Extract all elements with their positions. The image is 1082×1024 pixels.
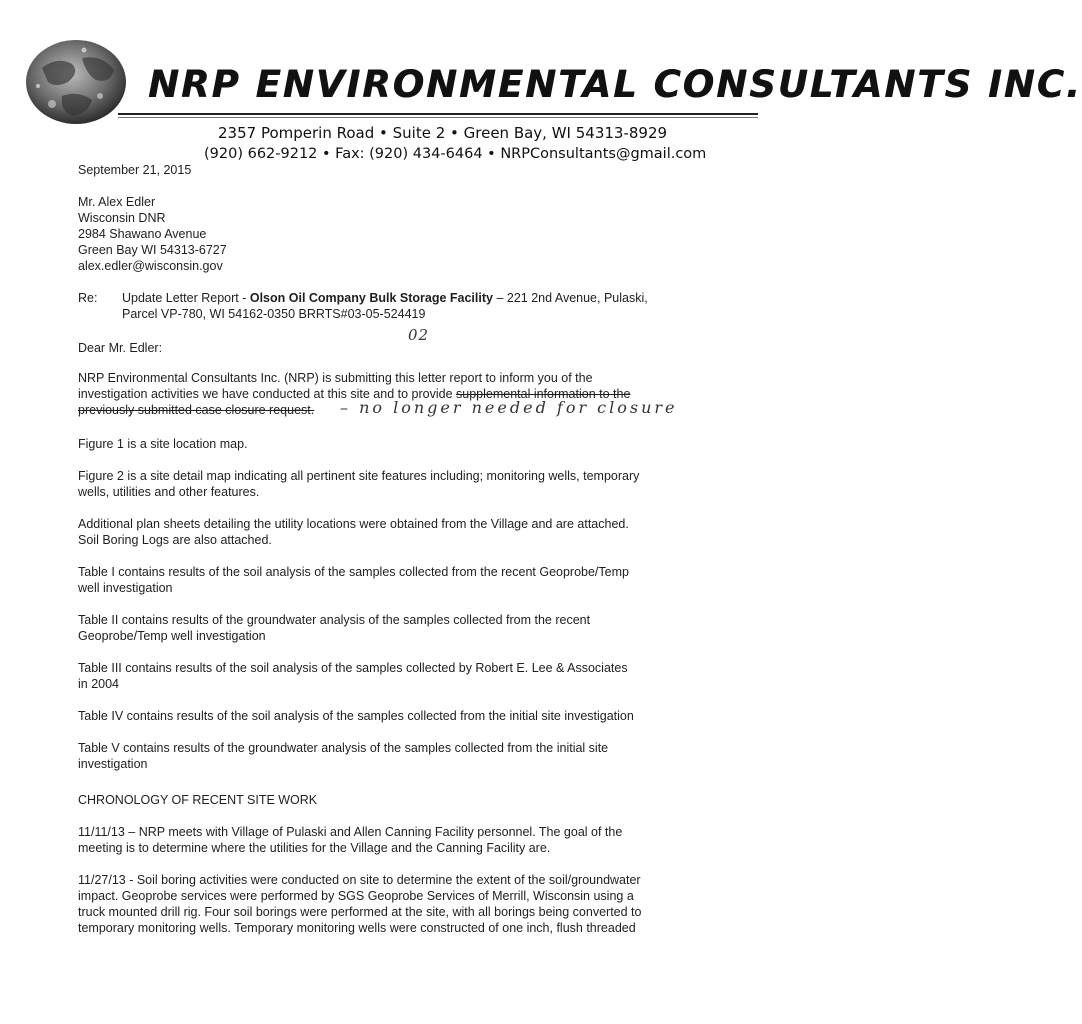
chronology-entry-1-line-2: meeting is to determine where the utilities for the Village and the Canning Facility are. (78, 841, 551, 855)
item-7-line-1: Table IV contains results of the soil analysis of the samples collected from the initial site investigation (78, 709, 634, 723)
re-handwritten-annotation: 02 (408, 326, 430, 344)
item-6-line-2: in 2004 (78, 677, 120, 691)
item-5-line-2: Geoprobe/Temp well investigation (78, 629, 266, 643)
company-contact: (920) 662-9212 • Fax: (920) 434-6464 • NRPConsultants@gmail.com (204, 146, 707, 162)
recipient-email: alex.edler@wisconsin.gov (78, 259, 223, 273)
letter-date: September 21, 2015 (78, 163, 192, 177)
chronology-heading: CHRONOLOGY OF RECENT SITE WORK (78, 793, 318, 807)
intro-line-2b: supplemental information to the (456, 387, 631, 401)
item-1-line-1: Figure 1 is a site location map. (78, 437, 248, 451)
recipient-city: Green Bay WI 54313-6727 (78, 243, 227, 257)
globe-logo-icon (22, 38, 130, 126)
item-3-line-2: Soil Boring Logs are also attached. (78, 533, 272, 547)
recipient-org: Wisconsin DNR (78, 211, 166, 225)
re-label: Re: (78, 291, 98, 305)
letterhead-rule-thin (118, 117, 758, 118)
chronology-entry-1-line-1: 11/11/13 – NRP meets with Village of Pulaski and Allen Canning Facility personnel. The goal of the (78, 825, 623, 839)
re-prefix: Update Letter Report - (122, 291, 250, 305)
re-line2: Parcel VP-780, WI 54162-0350 BRRTS#03-05-524419 (122, 307, 426, 321)
recipient-street: 2984 Shawano Avenue (78, 227, 207, 241)
item-8-line-1: Table V contains results of the groundwater analysis of the samples collected from the initial site (78, 741, 609, 755)
chronology-entry-2-line-2: impact. Geoprobe services were performed by SGS Geoprobe Services of Merrill, Wisconsin using a (78, 889, 634, 903)
intro-handwritten-note: – no longer needed for closure (340, 398, 678, 417)
chronology-entry-2-line-1: 11/27/13 - Soil boring activities were conducted on site to determine the extent of the soil/groundwater (78, 873, 641, 887)
item-5-line-1: Table II contains results of the groundwater analysis of the samples collected from the recent (78, 613, 591, 627)
item-4-line-2: well investigation (78, 581, 173, 595)
re-title: Olson Oil Company Bulk Storage Facility (249, 291, 493, 305)
salutation: Dear Mr. Edler: (78, 341, 163, 355)
item-3-line-1: Additional plan sheets detailing the utility locations were obtained from the Village and are attached. (78, 517, 629, 531)
chronology-entry-2-line-3: truck mounted drill rig. Four soil borings were performed at the site, with all borings being converted to (78, 905, 642, 919)
item-2-line-1: Figure 2 is a site detail map indicating all pertinent site features including; monitoring wells, temporary (78, 469, 640, 483)
recipient-name: Mr. Alex Edler (78, 195, 156, 209)
chronology-entry-2-line-4: temporary monitoring wells. Temporary monitoring wells were constructed of one inch, flush threaded (78, 921, 636, 935)
re-subject (122, 290, 648, 307)
item-6-line-1: Table III contains results of the soil analysis of the samples collected by Robert E. Lee & Associates (78, 661, 628, 675)
re-address: – 221 2nd Avenue, Pulaski, (492, 291, 648, 305)
item-4-line-1: Table I contains results of the soil analysis of the samples collected from the recent Geoprobe/Temp (78, 565, 629, 579)
letterhead-rule (118, 113, 758, 115)
item-8-line-2: investigation (78, 757, 148, 771)
company-address: 2357 Pomperin Road • Suite 2 • Green Bay, WI 54313-8929 (218, 124, 668, 142)
intro-line-1: NRP Environmental Consultants Inc. (NRP) is submitting this letter report to inform you of the (78, 371, 593, 385)
intro-line-3: previously submitted case closure request. (78, 403, 315, 417)
intro-line-2a: investigation activities we have conducted at this site and to provide (78, 387, 456, 401)
company-name: NRP ENVIRONMENTAL CONSULTANTS INC. (148, 63, 1082, 106)
item-2-line-2: wells, utilities and other features. (78, 485, 260, 499)
